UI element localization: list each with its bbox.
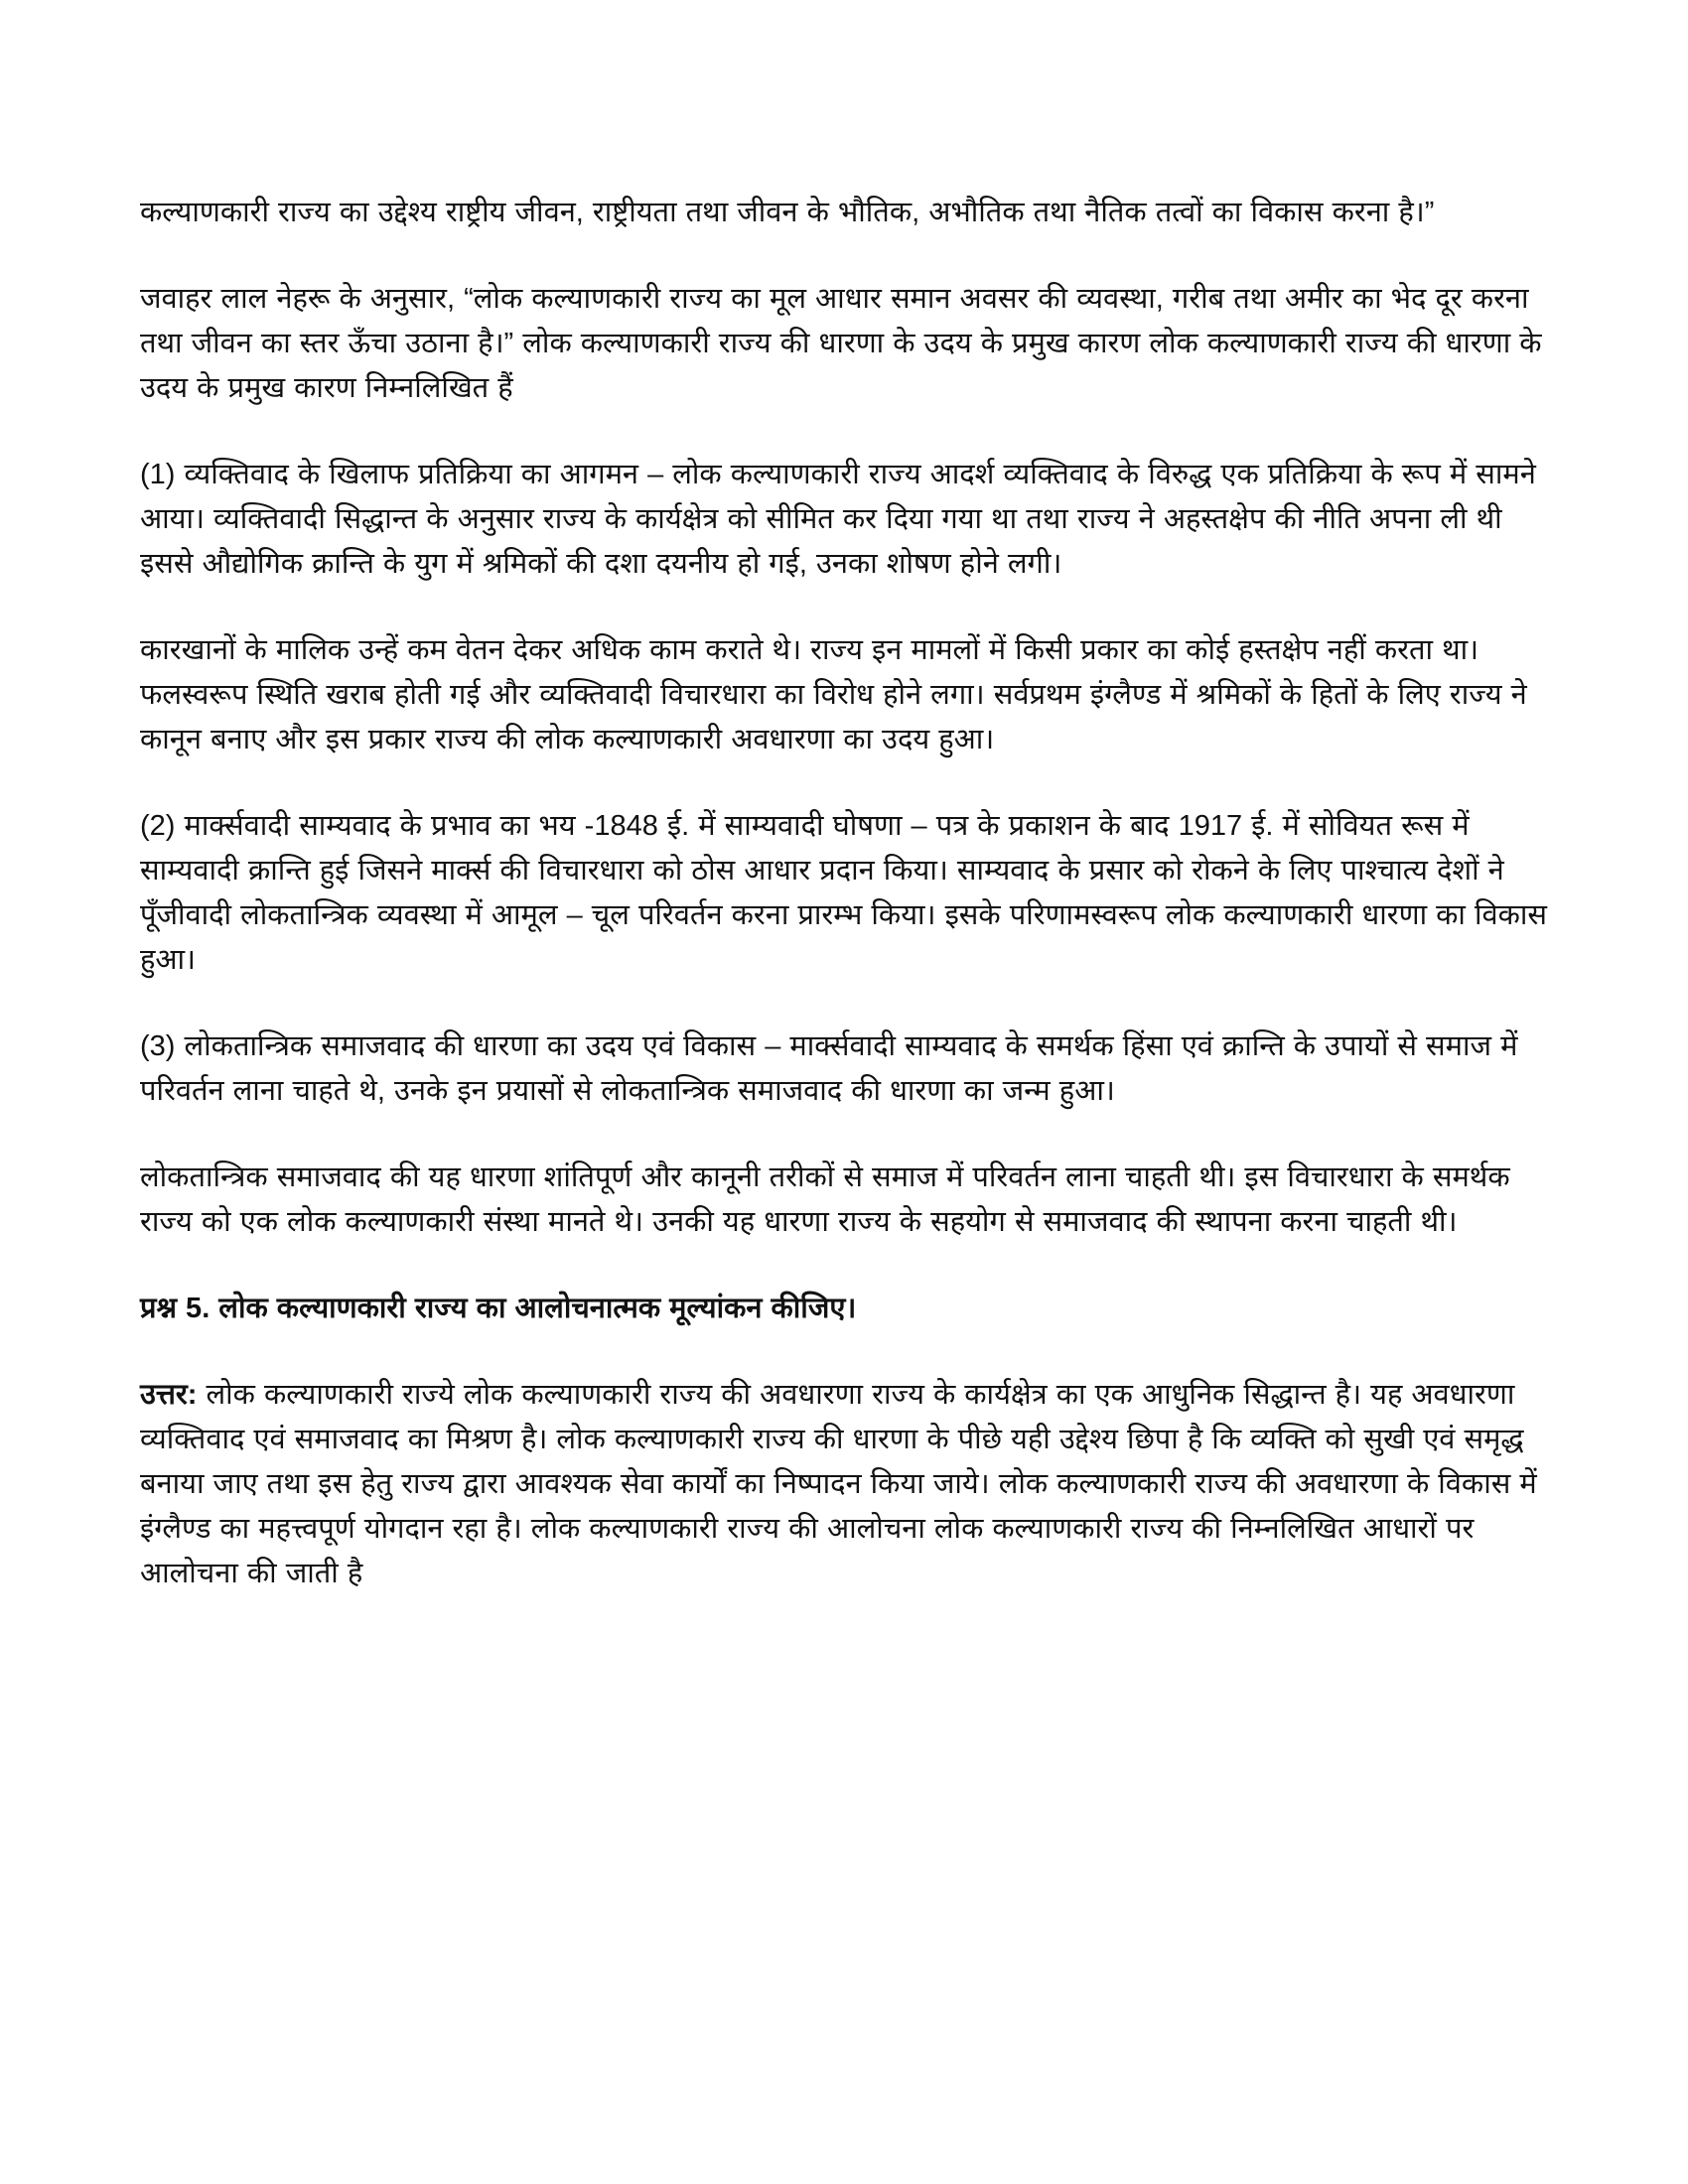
factory-owners-paragraph: कारखानों के मालिक उन्हें कम वेतन देकर अधिक काम कराते थे। राज्य इन मामलों में किसी प्रकार का कोई हस्तक्षेप नहीं करता था। फलस्वरूप स्थिति खराब होती गई और व्यक्तिवादी विचारधारा का विरोध होने लगा। सर्वप्रथम इंग्लैण्ड में श्रमिकों के हितों के लिए राज्य ने कानून बनाए और इस प्रकार राज्य की लोक कल्याणकारी अवधारणा का उदय हुआ।: [140, 634, 1527, 755]
reason-2-marxism-paragraph: (2) मार्क्सवादी साम्यवाद के प्रभाव का भय -1848 ई. में साम्यवादी घोषणा – पत्र के प्रकाशन के बाद 1917 ई. में सोवियत रूस में साम्यवादी क्रान्ति हुई जिसने मार्क्स की विचारधारा को ठोस आधार प्रदान किया। साम्यवाद के प्रसार को रोकने के लिए पाश्चात्य देशों ने पूँजीवादी लोकतान्त्रिक व्यवस्था में आमूल – चूल परिवर्तन करना प्रारम्भ किया। इसके परिणामस्वरूप लोक कल्याणकारी धारणा का विकास हुआ।: [140, 810, 1548, 976]
democratic-socialism-detail-paragraph: लोकतान्त्रिक समाजवाद की यह धारणा शांतिपूर्ण और कानूनी तरीकों से समाज में परिवर्तन लाना चाहती थी। इस विचारधारा के समर्थक राज्य को एक लोक कल्याणकारी संस्था मानते थे। उनकी यह धारणा राज्य के सहयोग से समाजवाद की स्थापना करना चाहती थी।: [140, 1161, 1510, 1238]
reason-3-democratic-socialism-paragraph: (3) लोकतान्त्रिक समाजवाद की धारणा का उदय एवं विकास – मार्क्सवादी साम्यवाद के समर्थक हिंसा एवं क्रान्ति के उपायों से समाज में परिवर्तन लाना चाहते थे, उनके इन प्रयासों से लोकतान्त्रिक समाजवाद की धारणा का जन्म हुआ।: [140, 1030, 1518, 1107]
quote-conclusion-paragraph: कल्याणकारी राज्य का उद्देश्य राष्ट्रीय जीवन, राष्ट्रीयता तथा जीवन के भौतिक, अभौतिक तथा नैतिक तत्वों का विकास करना है।”: [140, 197, 1435, 228]
reason-1-individualism-paragraph: (1) व्यक्तिवाद के खिलाफ प्रतिक्रिया का आगमन – लोक कल्याणकारी राज्य आदर्श व्यक्तिवाद के विरुद्ध एक प्रतिक्रिया के रूप में सामने आया। व्यक्तिवादी सिद्धान्त के अनुसार राज्य के कार्यक्षेत्र को सीमित कर दिया गया था तथा राज्य ने अहस्तक्षेप की नीति अपना ली थी इससे औद्योगिक क्रान्ति के युग में श्रमिकों की दशा दयनीय हो गई, उनका शोषण होने लगी।: [140, 459, 1536, 580]
answer-body-text: लोक कल्याणकारी राज्ये लोक कल्याणकारी राज्य की अवधारणा राज्य के कार्यक्षेत्र का एक आधुनिक सिद्धान्त है। यह अवधारणा व्यक्तिवाद एवं समाजवाद का मिश्रण है। लोक कल्याणकारी राज्य की धारणा के पीछे यही उद्देश्य छिपा है कि व्यक्ति को सुखी एवं समृद्ध बनाया जाए तथा इस हेतु राज्य द्वारा आवश्यक सेवा कार्यों का निष्पादन किया जाये। लोक कल्याणकारी राज्य की अवधारणा के विकास में इंग्लैण्ड का महत्त्वपूर्ण योगदान रहा है। लोक कल्याणकारी राज्य की आलोचना लोक कल्याणकारी राज्य की निम्नलिखित आधारों पर आलोचना की जाती है: [140, 1379, 1537, 1589]
answer-paragraph: [140, 1373, 1551, 1596]
answer-label: उत्तर:: [140, 1379, 198, 1411]
nehru-quote-paragraph: जवाहर लाल नेहरू के अनुसार, “लोक कल्याणकारी राज्य का मूल आधार समान अवसर की व्यवस्था, गरीब तथा अमीर का भेद दूर करना तथा जीवन का स्तर ऊँचा उठाना है।” लोक कल्याणकारी राज्य की धारणा के उदय के प्रमुख कारण लोक कल्याणकारी राज्य की धारणा के उदय के प्रमुख कारण निम्नलिखित हैं: [140, 283, 1542, 404]
question-5-heading: प्रश्न 5. लोक कल्याणकारी राज्य का आलोचनात्मक मूल्यांकन कीजिए।: [140, 1293, 857, 1324]
